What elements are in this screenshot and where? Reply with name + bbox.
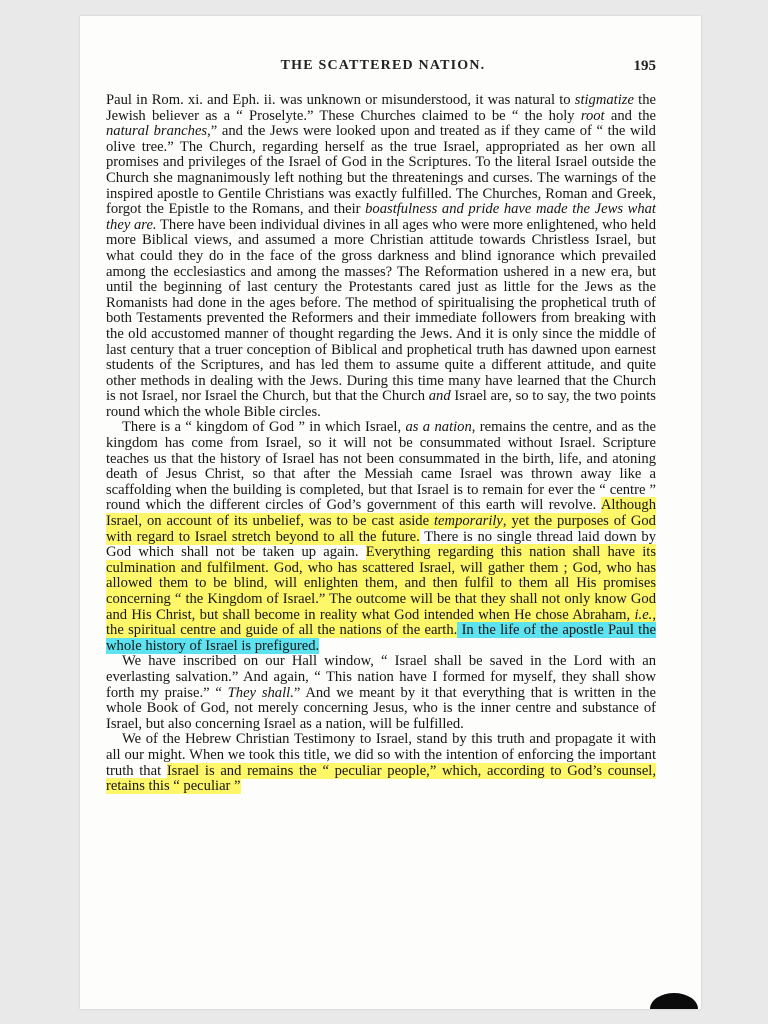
- paragraph: [106, 654, 656, 732]
- paragraph: [106, 732, 656, 794]
- italic-text: boastfulness and pride have made the Jews what they are.: [106, 201, 656, 233]
- highlighted-text-yellow: Everything regarding this nation shall have its culmination and fulfilment. God, who has scattered Israel, will gather them ; God, who has allowed them to be blind, will enlighten them, and then fulfil to them all His promises concerning “ the Kingdom of Israel.” The outcome will be that they shall not only know God and His Christ, but shall become in reality what God intended when He chose Abraham,: [106, 544, 656, 623]
- highlighted-text-yellow: i.e.: [634, 606, 653, 623]
- text-run: ” And we meant by it that everything that is written in the whole Book of God, not merely concerning Jesus, who is the inner centre and substance of Israel, but also concerning Israel as a nation, will be fulfilled.: [106, 684, 657, 732]
- text-run: ,” and the Jews were looked upon and treated as if they came of “ the wild olive tree.” The Church, regarding herself as the true Israel, appropriated as her own all promises and privileges of the Israel of God in the Scriptures. To the literal Israel outside the Church she magnanimously left nothing but the threatenings and curses. The warnings of the inspired apostle to Gentile Christians was exactly fulfilled. The Churches, Roman and Greek, forgot the Epistle to the Romans, and their: [106, 123, 656, 218]
- highlighted-text-yellow: , the spiritual centre and guide of all the nations of the earth.: [106, 606, 656, 639]
- italic-text: They shall.: [227, 684, 294, 701]
- page-number: 195: [633, 58, 656, 74]
- italic-text: stigmatize: [574, 92, 634, 108]
- body-text: [106, 93, 656, 795]
- highlighted-text-yellow: Although Israel, on account of its unbelief, was to be cast aside: [106, 497, 656, 530]
- text-run: and the: [604, 107, 656, 124]
- text-run: , remains the centre, and as the kingdom has come from Israel, so it will not be consummated without Israel. Scripture teaches us that the history of Israel has not been consummated in the birth, life, and atoning death of Jesus Christ, so that after the Messiah came Israel was thrown away like a scaffolding when the building is completed, but that Israel is to remain for ever the “ centre ” round which the different circles of God’s government of this earth will revolve.: [106, 419, 656, 514]
- text-run: We of the Hebrew Christian Testimony to Israel, stand by this truth and propagate it with all our might. When we took this title, we did so with the intention of enforcing the important truth that: [106, 731, 656, 779]
- italic-text: as a nation: [405, 419, 472, 436]
- highlighted-text-cyan: In the life of the apostle Paul the whole history of Israel is prefigured.: [106, 622, 656, 654]
- running-title: THE SCATTERED NATION.: [280, 58, 486, 73]
- text-run: Paul in Rom. xi. and Eph. ii. was unknown or misunderstood, it was natural to: [106, 92, 575, 108]
- text-run: There is a “ kingdom of God ” in which Israel,: [122, 419, 406, 436]
- italic-text: root: [580, 107, 605, 124]
- text-run: There have been individual divines in all ages who were more enlightened, who held more Biblical views, and assumed a more Christian attitude towards Christless Israel, but what could they do in the face of the gross darkness and blind ignorance which prevailed among the ecclesiastics and among the masses? The Reformation ushered in a new era, but until the beginning of last century the Protestants cared just as little for the Jews as the Romanists had done in the ages before. The method of spiritualising the prophetical truth of both Testaments prevented the Reformers and their immediate followers from breaking with the old accustomed manner of thought regarding the Jews. And it is only since the middle of last century that a truer conception of Biblical and prophetical truth has dawned upon earnest students of the Scriptures, and has led them to assume quite a different attitude, and quite other methods in dealing with the Jews. During this time many have learned that the Church is not Israel, nor Israel the Church, but that the Church: [106, 216, 656, 405]
- text-run: Israel are, so to say, the two points round which the whole Bible circles.: [106, 388, 656, 420]
- text-run: We have inscribed on our Hall window, “ Israel shall be saved in the Lord with an everlasting salvation.” And again, “ This nation have I formed for myself, they shall show forth my praise.” “: [106, 653, 656, 701]
- paragraph: [106, 93, 656, 420]
- highlighted-text-yellow: , yet the purposes of God with regard to Israel stretch beyond to all the future.: [106, 513, 656, 545]
- paragraph: [106, 420, 656, 654]
- text-run: the Jewish believer as a “ Proselyte.” These Churches claimed to be “ the holy: [106, 92, 656, 124]
- italic-text: and: [428, 388, 451, 405]
- text-run: There is no single thread laid down by God which shall not be taken up again.: [106, 528, 657, 561]
- italic-text: natural branches: [106, 123, 208, 140]
- highlighted-text-yellow: Israel is and remains the “ peculiar people,” which, according to God’s counsel, retains this “ peculiar ”: [106, 762, 656, 795]
- highlighted-text-yellow: temporarily: [434, 513, 503, 530]
